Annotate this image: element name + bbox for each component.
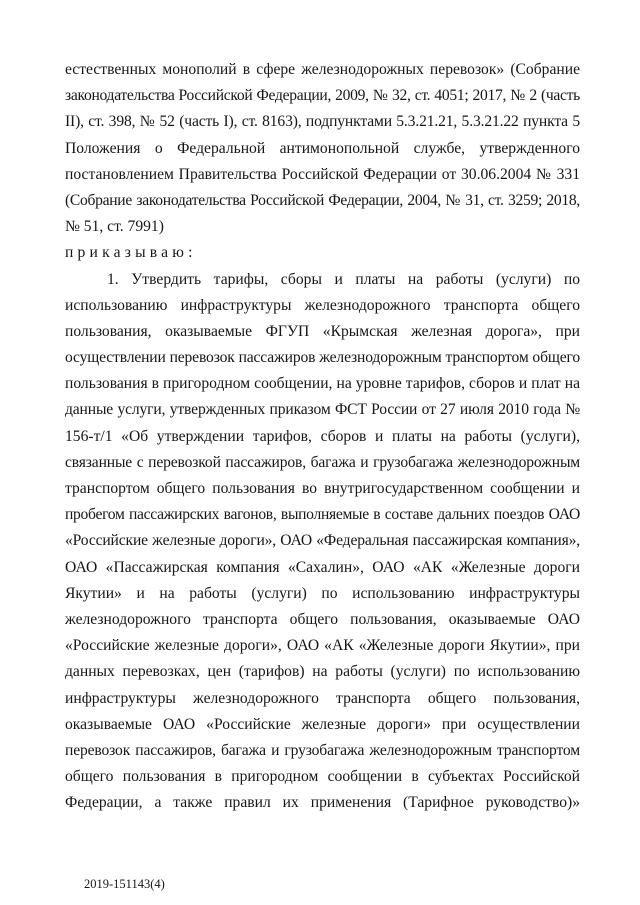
text-line: «Российские железные дороги», ОАО «АК «Железные дороги Якутии», при <box>65 637 580 655</box>
text-line: № 51, ст. 7991) <box>65 218 164 236</box>
text-line: Якутии» и на работы (услуги) по использованию инфраструктуры <box>65 584 580 602</box>
text-line: пробегом пассажирских вагонов, выполняемые в составе дальних поездов ОАО <box>65 506 580 524</box>
text-line: данных перевозках, цен (тарифов) на работы (услуги) по использованию <box>65 663 580 681</box>
text-line: железнодорожного транспорта общего пользования, оказываемые ОАО <box>65 610 580 628</box>
text-line: общего пользования в пригородном сообщении в субъектах Российской <box>65 768 580 786</box>
text-line: 156-т/1 «Об утверждении тарифов, сборов и платы на работы (услуги), <box>65 427 580 445</box>
text-line: II), ст. 398, № 52 (часть I), ст. 8163), подпунктами 5.3.21.21, 5.3.21.22 пункта 5 <box>65 113 580 131</box>
text-line: использованию инфраструктуры железнодорожного транспорта общего <box>65 296 580 314</box>
text-line: Федерации, а также правил их применения (Тарифное руководство)» <box>65 794 580 812</box>
text-line: «Российские железные дороги», ОАО «Федеральная пассажирская компания», <box>65 532 580 550</box>
document-body <box>65 57 580 816</box>
text-line: постановлением Правительства Российской Федерации от 30.06.2004 № 331 <box>65 165 580 183</box>
text-line: законодательства Российской Федерации, 2009, № 32, ст. 4051; 2017, № 2 (часть <box>65 87 580 105</box>
order-word: приказываю: <box>65 244 197 262</box>
text-line: естественных монополий в сфере железнодорожных перевозок» (Собрание <box>65 61 580 78</box>
text-line: перевозок пассажиров, багажа и грузобагажа железнодорожным транспортом <box>65 741 580 759</box>
text-line: 1. Утвердить тарифы, сборы и платы на работы (услуги) по <box>107 270 580 288</box>
text-line: ОАО «Пассажирская компания «Сахалин», ОАО «АК «Железные дороги <box>65 558 580 576</box>
text-line: осуществлении перевозок пассажиров железнодорожным транспортом общего <box>65 349 580 367</box>
text-line: связанные с перевозкой пассажиров, багажа и грузобагажа железнодорожным <box>65 453 580 471</box>
text-line: транспортом общего пользования во внутригосударственном сообщении и <box>65 480 580 497</box>
document-code: 2019-151143(4) <box>84 877 165 891</box>
text-line: данные услуги, утвержденных приказом ФСТ России от 27 июля 2010 года № <box>65 401 580 419</box>
text-line: Положения о Федеральной антимонопольной службе, утвержденного <box>65 139 580 157</box>
text-line: инфраструктуры железнодорожного транспорта общего пользования, <box>65 689 580 707</box>
text-line: (Собрание законодательства Российской Федерации, 2004, № 31, ст. 3259; 2018, <box>65 191 580 209</box>
text-line: пользования, оказываемые ФГУП «Крымская железная дорога», при <box>65 322 580 340</box>
text-line: пользования в пригородном сообщении, на уровне тарифов, сборов и плат на <box>65 375 580 393</box>
text-line: оказываемые ОАО «Российские железные дороги» при осуществлении <box>65 715 580 733</box>
